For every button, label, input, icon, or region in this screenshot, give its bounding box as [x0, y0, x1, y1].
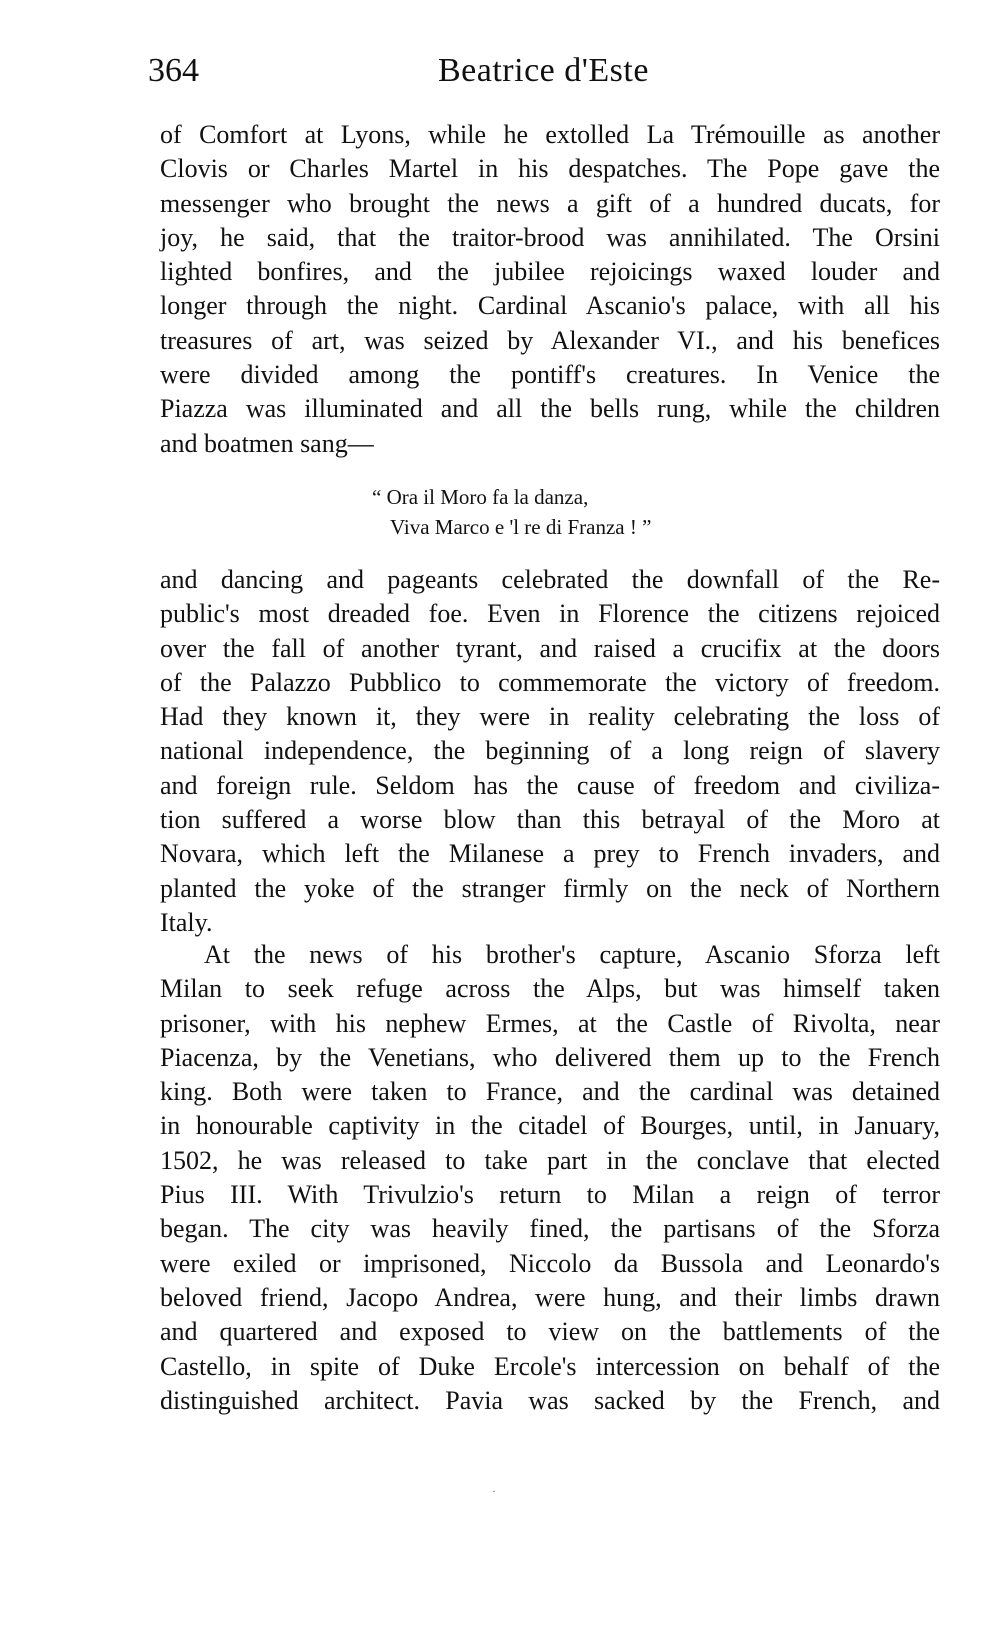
text-line: Novara, which left the Milanese a prey to French invaders, and: [160, 839, 940, 869]
paragraph-1: [160, 118, 940, 461]
text-line: national independence, the beginning of a long reign of slavery: [160, 736, 940, 766]
text-line: Piazza was illuminated and all the bells rung, while the children: [160, 394, 940, 424]
text-line: treasures of art, was seized by Alexander VI., and his benefices: [160, 325, 940, 355]
footer-mark: ·: [492, 1484, 496, 1498]
text-line: began. The city was heavily fined, the partisans of the Sforza: [160, 1214, 940, 1244]
verse-line: Viva Marco e 'l re di Franza ! ”: [390, 515, 652, 539]
text-line: Had they known it, they were in reality celebrating the loss of: [160, 702, 940, 732]
verse-quotation: [372, 482, 651, 542]
text-line: 1502, he was released to take part in the conclave that elected: [160, 1145, 940, 1175]
text-line: in honourable captivity in the citadel of Bourges, until, in January,: [160, 1111, 940, 1141]
text-line: were exiled or imprisoned, Niccolo da Bussola and Leonardo's: [160, 1248, 940, 1278]
text-line: Clovis or Charles Martel in his despatches. The Pope gave the: [160, 154, 940, 184]
text-line: and quartered and exposed to view on the battlements of the: [160, 1317, 940, 1347]
text-line: and boatmen sang—: [160, 428, 374, 458]
page-header: [148, 46, 948, 96]
text-line: over the fall of another tyrant, and raised a crucifix at the doors: [160, 633, 940, 663]
text-line: distinguished architect. Pavia was sacked by the French, and: [160, 1385, 940, 1415]
text-line: planted the yoke of the stranger firmly on the neck of Northern: [160, 873, 940, 903]
text-line: of Comfort at Lyons, while he extolled La Trémouille as another: [160, 120, 940, 149]
text-line: Pius III. With Trivulzio's return to Milan a reign of terror: [160, 1180, 940, 1210]
text-line: tion suffered a worse blow than this betrayal of the Moro at: [160, 805, 940, 835]
text-line: messenger who brought the news a gift of a hundred ducats, for: [160, 188, 940, 218]
paragraph-3: [160, 938, 940, 1418]
text-line: Piacenza, by the Venetians, who delivered them up to the French: [160, 1042, 940, 1072]
text-line: and foreign rule. Seldom has the cause of freedom and civiliza-: [160, 770, 940, 800]
text-line: longer through the night. Cardinal Ascanio's palace, with all his: [160, 291, 940, 321]
text-line: lighted bonfires, and the jubilee rejoicings waxed louder and: [160, 257, 940, 287]
running-title: Beatrice d'Este: [438, 52, 649, 89]
text-line: king. Both were taken to France, and the cardinal was detained: [160, 1077, 940, 1107]
text-line: of the Palazzo Pubblico to commemorate the victory of freedom.: [160, 667, 940, 697]
verse-line: “ Ora il Moro fa la danza,: [372, 485, 589, 509]
page-number: 364: [148, 52, 199, 89]
text-line: At the news of his brother's capture, Ascanio Sforza left: [204, 940, 940, 969]
text-line: Castello, in spite of Duke Ercole's intercession on behalf of the: [160, 1351, 940, 1381]
text-line: beloved friend, Jacopo Andrea, were hung, and their limbs drawn: [160, 1282, 940, 1312]
text-line: Italy.: [160, 907, 213, 937]
text-line: public's most dreaded foe. Even in Florence the citizens rejoiced: [160, 599, 940, 629]
text-line: prisoner, with his nephew Ermes, at the Castle of Rivolta, near: [160, 1008, 940, 1038]
text-line: Milan to seek refuge across the Alps, but was himself taken: [160, 974, 940, 1004]
text-line: and dancing and pageants celebrated the downfall of the Re-: [160, 565, 940, 594]
text-line: were divided among the pontiff's creatures. In Venice the: [160, 360, 940, 390]
paragraph-2: [160, 563, 940, 940]
text-line: joy, he said, that the traitor-brood was annihilated. The Orsini: [160, 222, 940, 252]
